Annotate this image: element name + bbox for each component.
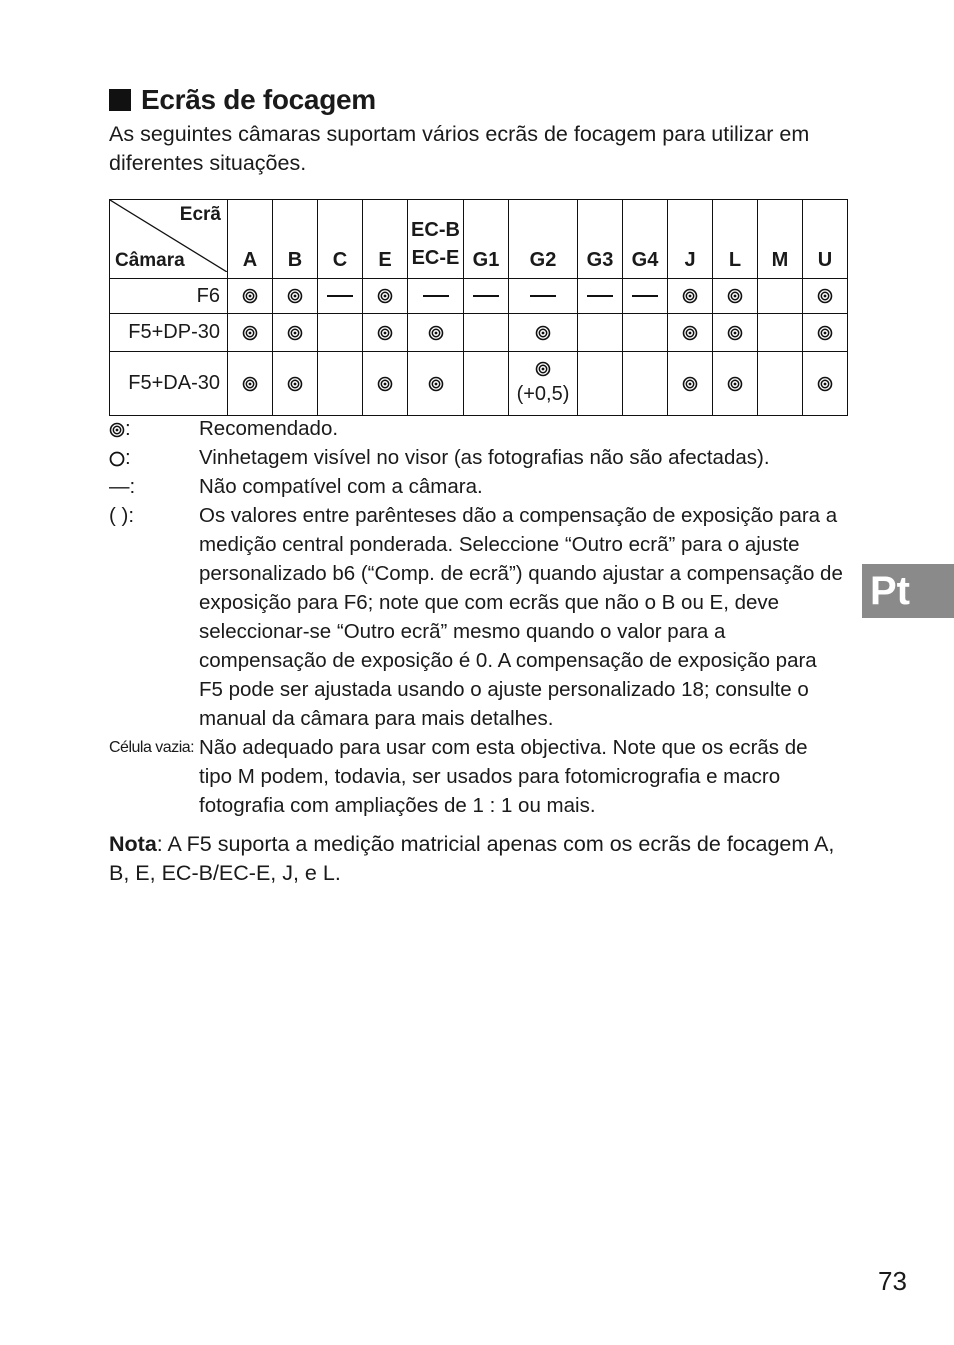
legend-key: Célula vazia: — [109, 739, 195, 756]
recommended-icon — [377, 376, 393, 392]
not-compatible-dash — [327, 295, 353, 297]
note-label: Nota — [109, 832, 157, 856]
section-title: Ecrãs de focagem — [141, 84, 376, 115]
table-cell — [318, 279, 363, 314]
focusing-screens-table — [109, 199, 848, 416]
table-cell — [363, 314, 408, 352]
table-cell — [318, 352, 363, 416]
square-bullet-icon — [109, 89, 131, 111]
legend-item — [109, 501, 844, 733]
table-cell — [273, 352, 318, 416]
table-cell — [623, 352, 668, 416]
intro-paragraph: As seguintes câmaras suportam vários ecrãs de focagem para utilizar em diferentes situações. — [109, 122, 810, 175]
column-header: G1 — [464, 200, 509, 279]
table-cell — [623, 314, 668, 352]
legend-key — [109, 414, 199, 443]
recommended-icon — [682, 376, 698, 392]
recommended-icon — [287, 376, 303, 392]
not-compatible-dash — [632, 295, 658, 297]
table-cell — [408, 352, 464, 416]
column-header: M — [758, 200, 803, 279]
recommended-icon — [727, 325, 743, 341]
recommended-icon — [817, 376, 833, 392]
recommended-icon — [682, 325, 698, 341]
table-cell — [273, 279, 318, 314]
legend-key-text: : — [125, 446, 131, 469]
table-cell — [713, 279, 758, 314]
column-header: B — [273, 200, 318, 279]
legend-key: —: — [109, 475, 136, 498]
page-number: 73 — [878, 1266, 907, 1296]
note-text: : A F5 suporta a medição matricial apenas com os ecrãs de focagem A, B, E, EC-B/EC-E, J, e L. — [109, 832, 835, 885]
table-cell — [318, 314, 363, 352]
table-cell — [509, 314, 578, 352]
legend-key-text: : — [125, 417, 131, 440]
column-header: G4 — [623, 200, 668, 279]
recommended-icon — [682, 288, 698, 304]
exposure-compensation-value: (+0,5) — [516, 383, 570, 405]
legend-text: Os valores entre parênteses dão a compensação de exposição para a medição central ponderada. Seleccione “Outro ecrã” para o ajuste personalizado b6 (“Comp. de ecrã”) quando ajustar a compensação de exposição para F6; note que com ecrãs que não o B ou E, deve seleccionar-se “Outro ecrã” mesmo quando o valor para a compensação de exposição é 0. A compensação de exposição para F5 pode ser ajustada usando o ajuste personalizado 18; consulte o manual da câmara para mais detalhes. — [199, 504, 843, 730]
column-header: EC-E — [411, 247, 460, 269]
corner-camera-label: Câmara — [115, 250, 185, 271]
recommended-icon — [109, 422, 125, 438]
column-header: E — [363, 200, 408, 279]
recommended-icon — [727, 288, 743, 304]
table-row — [110, 279, 848, 314]
table-header-row — [110, 200, 848, 279]
recommended-icon — [535, 361, 551, 377]
note-paragraph — [109, 830, 849, 888]
recommended-icon — [287, 325, 303, 341]
table-cell — [668, 352, 713, 416]
table-cell — [578, 352, 623, 416]
table-cell — [273, 314, 318, 352]
legend-item — [109, 414, 844, 443]
table-cell — [408, 314, 464, 352]
table-cell — [803, 314, 848, 352]
recommended-icon — [428, 376, 444, 392]
recommended-icon — [377, 288, 393, 304]
table-cell — [228, 279, 273, 314]
table-row — [110, 314, 848, 352]
legend-text: Recomendado. — [199, 417, 339, 440]
recommended-icon — [377, 325, 393, 341]
column-header: A — [228, 200, 273, 279]
table-cell — [623, 279, 668, 314]
table-cell — [464, 279, 509, 314]
table-cell — [803, 279, 848, 314]
recommended-icon — [242, 325, 258, 341]
table-row — [110, 352, 848, 416]
table-cell — [363, 279, 408, 314]
table-cell — [228, 314, 273, 352]
table-cell — [803, 352, 848, 416]
table-cell — [509, 352, 578, 416]
column-header: G3 — [578, 200, 623, 279]
legend — [109, 414, 844, 820]
legend-item — [109, 443, 844, 472]
recommended-icon — [428, 325, 444, 341]
table-cell — [578, 279, 623, 314]
recommended-icon — [287, 288, 303, 304]
row-camera-label: F5+DP-30 — [110, 314, 228, 352]
vignette-circle-icon — [109, 451, 125, 467]
not-compatible-dash — [587, 295, 613, 297]
table-cell — [758, 279, 803, 314]
row-camera-label: F5+DA-30 — [110, 352, 228, 416]
legend-text: Vinhetagem visível no visor (as fotografias não são afectadas). — [199, 446, 770, 469]
not-compatible-dash — [473, 295, 499, 297]
legend-item — [109, 733, 844, 820]
table-cell — [758, 352, 803, 416]
table-cell — [713, 352, 758, 416]
table-cell — [464, 352, 509, 416]
table-cell — [668, 314, 713, 352]
recommended-icon — [727, 376, 743, 392]
not-compatible-dash — [530, 295, 556, 297]
recommended-icon — [242, 288, 258, 304]
table-cell — [713, 314, 758, 352]
column-header-ecb-ece — [408, 200, 464, 279]
table-cell — [758, 314, 803, 352]
corner-screen-label: Ecrã — [179, 204, 221, 225]
table-cell — [464, 314, 509, 352]
not-compatible-dash — [423, 295, 449, 297]
g2-cell-content — [509, 361, 577, 406]
table-cell — [363, 352, 408, 416]
table-cell — [509, 279, 578, 314]
recommended-icon — [817, 288, 833, 304]
legend-text: Não compatível com a câmara. — [199, 475, 483, 498]
language-tab: Pt — [862, 564, 954, 618]
legend-key — [109, 443, 199, 472]
column-header: L — [713, 200, 758, 279]
legend-text: Não adequado para usar com esta objectiva. Note que os ecrãs de tipo M podem, todavia, ser usados para fotomicrografia e macro fotografia com ampliações de 1 : 1 ou mais. — [199, 736, 808, 817]
table-cell — [578, 314, 623, 352]
column-header: EC-B — [411, 219, 460, 241]
column-header: G2 — [509, 200, 578, 279]
legend-item — [109, 472, 844, 501]
recommended-icon — [535, 325, 551, 341]
table-cell — [228, 352, 273, 416]
section-heading — [109, 84, 376, 116]
column-header: C — [318, 200, 363, 279]
recommended-icon — [817, 325, 833, 341]
column-header: U — [803, 200, 848, 279]
row-camera-label: F6 — [110, 279, 228, 314]
recommended-icon — [242, 376, 258, 392]
table-cell — [408, 279, 464, 314]
legend-key: ( ): — [109, 504, 135, 527]
column-header: J — [668, 200, 713, 279]
table-corner-cell — [110, 200, 228, 279]
table-cell — [668, 279, 713, 314]
